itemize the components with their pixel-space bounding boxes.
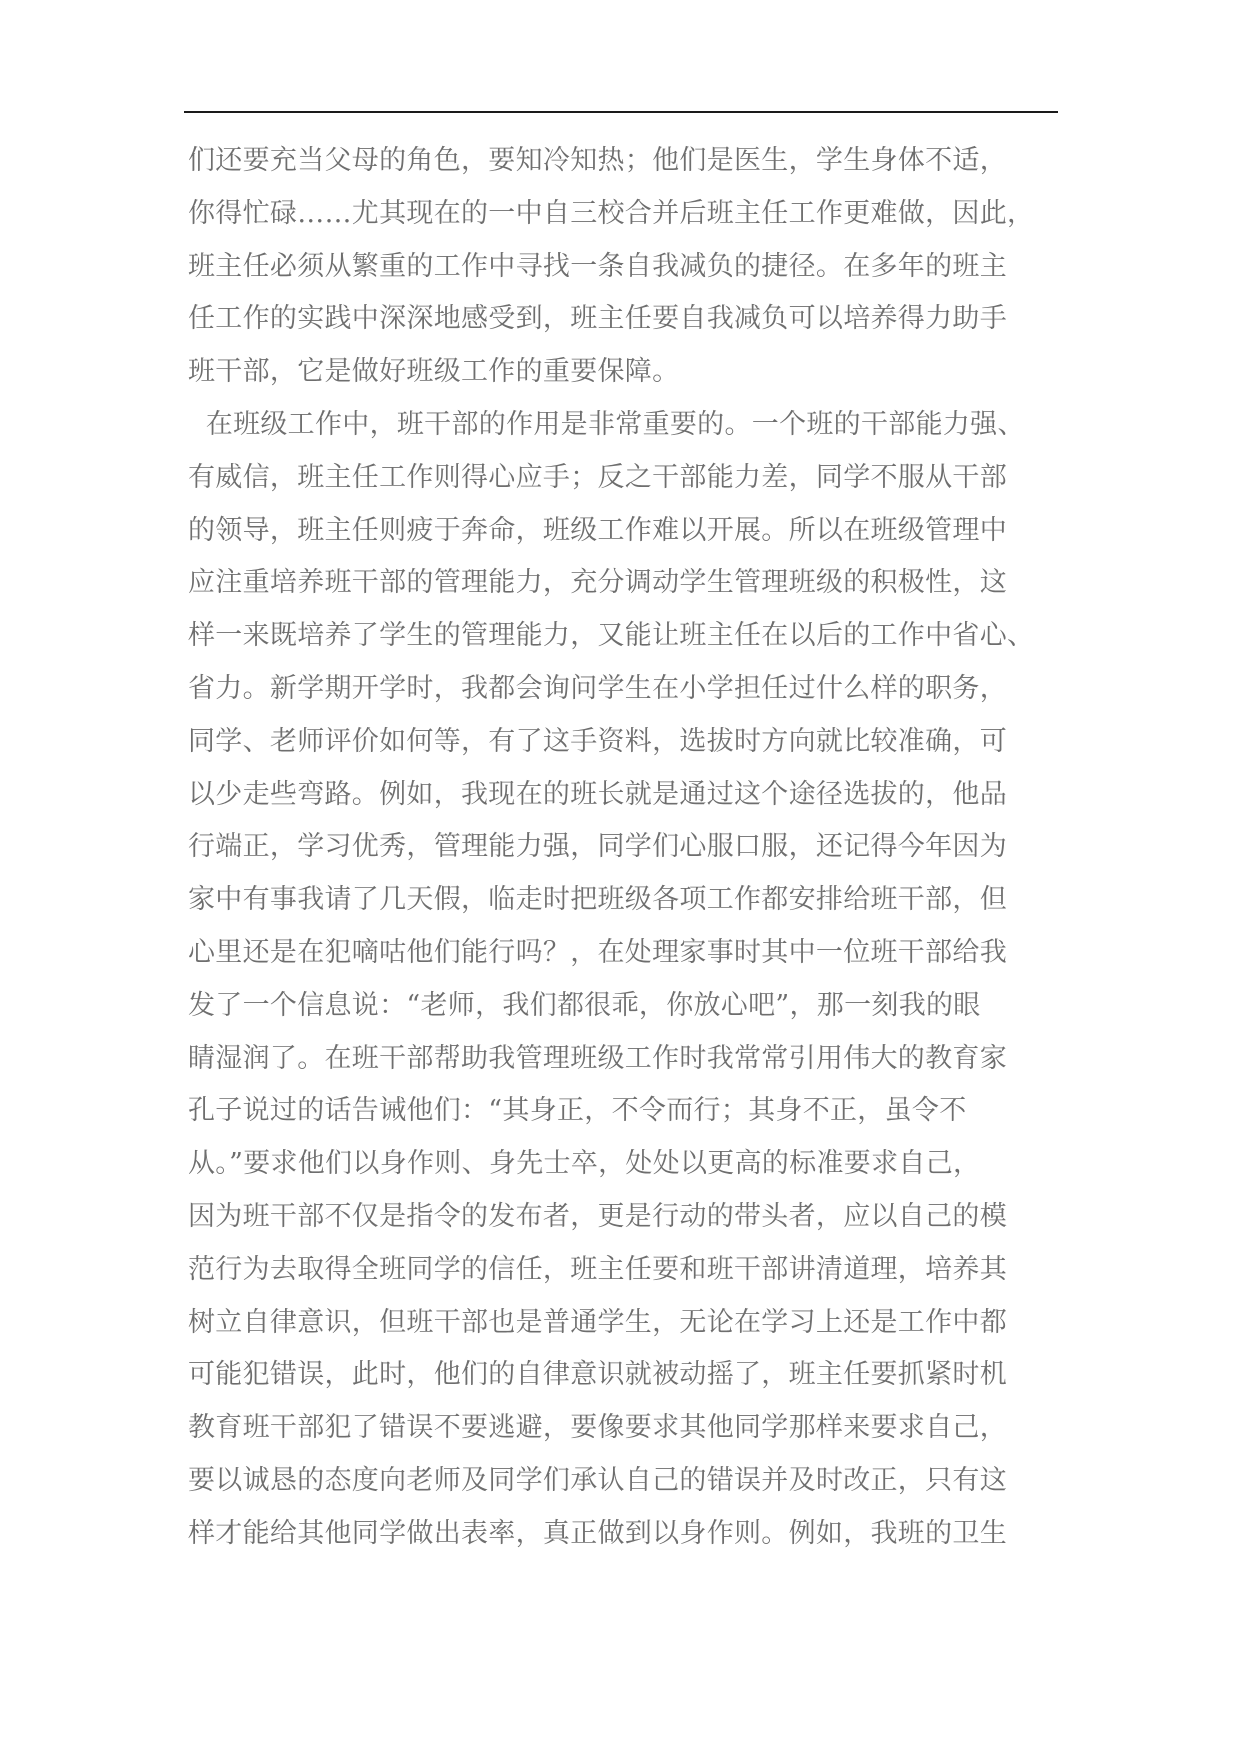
text-line: 有威信，班主任工作则得心应手；反之干部能力差，同学不服从干部 [188, 461, 1007, 493]
text-line: 因为班干部不仅是指令的发布者，更是行动的带头者，应以自己的模 [188, 1200, 1007, 1232]
text-line: 样才能给其他同学做出表率，真正做到以身作则。例如，我班的卫生 [188, 1517, 1007, 1549]
body-text [188, 135, 1060, 1561]
text-line: 教育班干部犯了错误不要逃避，要像要求其他同学那样来要求自己， [188, 1412, 1007, 1444]
text-line: 以少走些弯路。例如，我现在的班长就是通过这个途径选拔的，他品 [188, 778, 1007, 810]
text-line: 家中有事我请了几天假，临走时把班级各项工作都安排给班干部，但 [188, 884, 1007, 916]
text-line: 行端正，学习优秀，管理能力强，同学们心服口服，还记得今年因为 [188, 831, 1007, 863]
text-line: 在班级工作中，班干部的作用是非常重要的。一个班的干部能力强、 [188, 408, 1025, 440]
text-line: 应注重培养班干部的管理能力，充分调动学生管理班级的积极性，这 [188, 567, 1007, 599]
text-line: 的领导，班主任则疲于奔命，班级工作难以开展。所以在班级管理中 [188, 514, 1007, 546]
text-line: 样一来既培养了学生的管理能力，又能让班主任在以后的工作中省心、 [188, 620, 1035, 652]
text-line: 们还要充当父母的角色，要知冷知热；他们是医生，学生身体不适， [188, 145, 1007, 176]
text-line: 班主任必须从繁重的工作中寻找一条自我减负的捷径。在多年的班主 [188, 250, 1007, 282]
text-line: 省力。新学期开学时，我都会询问学生在小学担任过什么样的职务， [188, 672, 1007, 704]
text-line: 你得忙碌……尤其现在的一中自三校合并后班主任工作更难做，因此， [188, 197, 1035, 229]
text-line: 发了一个信息说：“老师，我们都很乖，你放心吧”，那一刻我的眼 [188, 989, 981, 1021]
text-line: 心里还是在犯嘀咕他们能行吗？，在处理家事时其中一位班干部给我 [188, 936, 1007, 968]
text-line: 同学、老师评价如何等，有了这手资料，选拔时方向就比较准确，可 [188, 725, 1007, 757]
text-line: 要以诚恳的态度向老师及同学们承认自己的错误并及时改正，只有这 [188, 1464, 1007, 1496]
text-line: 孔子说过的话告诫他们：“其身正，不令而行；其身不正，虽令不 [188, 1095, 967, 1127]
header-rule [184, 111, 1058, 113]
text-line: 可能犯错误，此时，他们的自律意识就被动摇了，班主任要抓紧时机 [188, 1359, 1007, 1391]
text-line: 任工作的实践中深深地感受到，班主任要自我减负可以培养得力助手 [188, 303, 1007, 335]
text-line: 从。”要求他们以身作则、身先士卒，处处以更高的标准要求自己， [188, 1148, 981, 1180]
text-line: 树立自律意识，但班干部也是普通学生，无论在学习上还是工作中都 [188, 1306, 1007, 1338]
text-line: 班干部，它是做好班级工作的重要保障。 [188, 356, 680, 388]
text-line: 范行为去取得全班同学的信任，班主任要和班干部讲清道理，培养其 [188, 1253, 1007, 1285]
text-line: 睛湿润了。在班干部帮助我管理班级工作时我常常引用伟大的教育家 [188, 1042, 1007, 1074]
